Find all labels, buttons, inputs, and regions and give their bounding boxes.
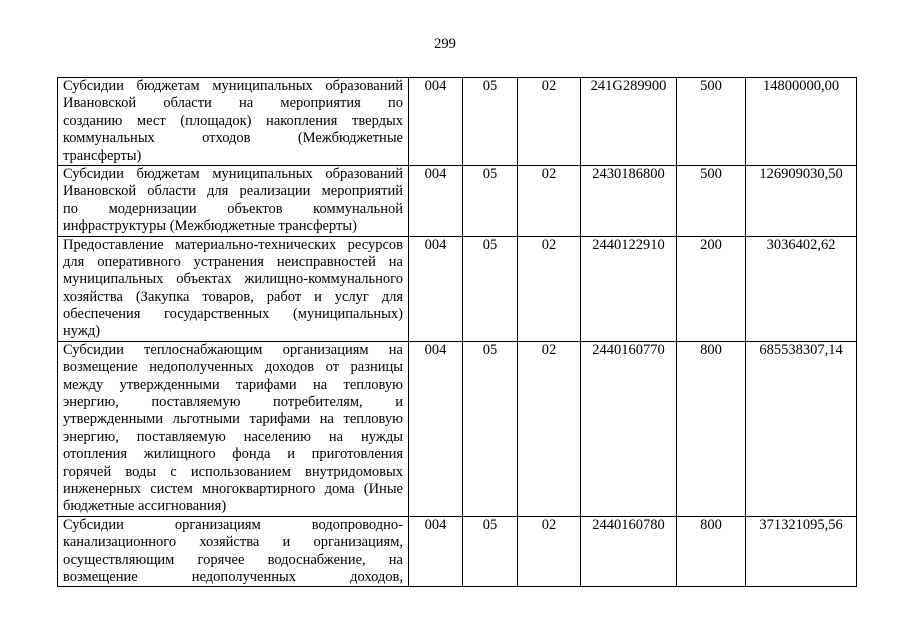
target-article-cell: 2430186800 [581, 165, 677, 236]
subsection-cell: 02 [518, 165, 581, 236]
description-line: Субсидии бюджетам муниципальных образований [63, 165, 403, 182]
description-line: Субсидии организациям водопроводно- [63, 516, 403, 533]
section-cell: 05 [463, 78, 518, 166]
table-row [58, 236, 857, 341]
description-line: коммунальных отходов (Межбюджетные [63, 130, 403, 147]
subsection-cell: 02 [518, 516, 581, 587]
admin-code-cell: 004 [409, 236, 463, 341]
description-line: возмещение недополученных доходов от разницы [63, 359, 403, 376]
description-line: по модернизации объектов коммунальной [63, 200, 403, 217]
table-row [58, 341, 857, 516]
description-line: Предоставление материально-технических ресурсов [63, 236, 403, 253]
description-line: горячей воды с использованием внутридомовых [63, 463, 403, 480]
admin-code-cell: 004 [409, 165, 463, 236]
expense-type-cell: 800 [677, 516, 746, 587]
description-line: Субсидии теплоснабжающим организациям на [63, 341, 403, 358]
amount-cell: 685538307,14 [746, 341, 857, 516]
target-article-cell: 241G289900 [581, 78, 677, 166]
description-line: Субсидии бюджетам муниципальных образований [63, 78, 403, 94]
description-line: между утвержденными тарифами на тепловую [63, 376, 403, 393]
description-cell [58, 78, 409, 166]
admin-code-cell: 004 [409, 341, 463, 516]
description-line: Ивановской области на мероприятия по [63, 95, 403, 112]
description-cell [58, 165, 409, 236]
table-row [58, 78, 857, 166]
amount-cell: 126909030,50 [746, 165, 857, 236]
description-line: инженерных систем многоквартирного дома (Иные [63, 480, 403, 497]
admin-code-cell: 004 [409, 78, 463, 166]
budget-table [57, 77, 857, 587]
description-line: утвержденными льготными тарифами на тепловую [63, 411, 403, 428]
description-line: канализационного хозяйства и организациям, [63, 534, 403, 551]
description-line: инфраструктуры (Межбюджетные трансферты) [63, 218, 357, 235]
expense-type-cell: 200 [677, 236, 746, 341]
section-cell: 05 [463, 516, 518, 587]
table-body [58, 78, 857, 587]
description-line: осуществляющим горячее водоснабжение, на [63, 551, 403, 568]
description-line: для оперативного устранения неисправностей на [63, 253, 403, 270]
subsection-cell: 02 [518, 236, 581, 341]
amount-cell: 14800000,00 [746, 78, 857, 166]
expense-type-cell: 500 [677, 78, 746, 166]
expense-type-cell: 800 [677, 341, 746, 516]
description-line: отопления жилищного фонда и приготовления [63, 446, 403, 463]
amount-cell: 3036402,62 [746, 236, 857, 341]
table-row [58, 165, 857, 236]
description-cell [58, 236, 409, 341]
amount-cell: 371321095,56 [746, 516, 857, 587]
description-line: хозяйства (Закупка товаров, работ и услуг для [63, 288, 403, 305]
section-cell: 05 [463, 165, 518, 236]
description-line: энергию, поставляемую потребителям, и [63, 394, 403, 411]
description-line: обеспечения государственных (муниципальных) [63, 306, 403, 323]
section-cell: 05 [463, 341, 518, 516]
page-number: 299 [434, 36, 456, 52]
section-cell: 05 [463, 236, 518, 341]
expense-type-cell: 500 [677, 165, 746, 236]
description-line: бюджетные ассигнования) [63, 498, 227, 515]
description-line: трансферты) [63, 147, 142, 164]
description-line: Ивановской области для реализации мероприятий [63, 183, 403, 200]
target-article-cell: 2440122910 [581, 236, 677, 341]
target-article-cell: 2440160770 [581, 341, 677, 516]
description-cell [58, 516, 409, 587]
description-line: созданию мест (площадок) накопления твердых [63, 112, 403, 129]
description-line: нужд) [63, 323, 101, 340]
description-cell [58, 341, 409, 516]
description-line: возмещение недополученных доходов, [63, 568, 403, 585]
subsection-cell: 02 [518, 78, 581, 166]
description-line: муниципальных объектах жилищно-коммунального [63, 271, 403, 288]
table-row [58, 516, 857, 587]
admin-code-cell: 004 [409, 516, 463, 587]
description-line: энергию, поставляемую населению на нужды [63, 428, 403, 445]
target-article-cell: 2440160780 [581, 516, 677, 587]
subsection-cell: 02 [518, 341, 581, 516]
